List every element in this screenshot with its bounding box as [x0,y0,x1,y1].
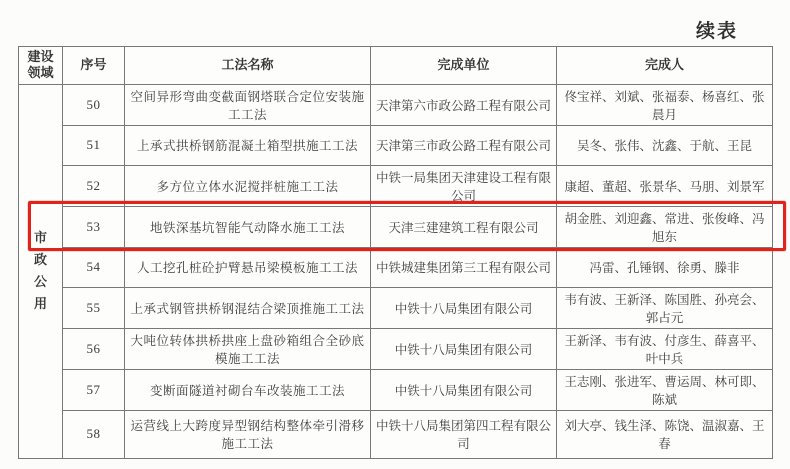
company-cell: 中铁十八局集团有限公司 [371,328,557,369]
method-name-cell: 上承式钢管拱桥钢混结合梁顶推施工工法 [125,287,371,328]
method-name-cell: 大吨位转体拱桥拱座上盘砂箱组合全砂底模施工工法 [125,328,371,369]
company-cell: 中铁十八局集团第四工程有限公司 [371,410,557,458]
method-name-cell: 变断面隧道衬砌台车改装施工工法 [125,369,371,410]
method-name-cell: 空间异形弯曲变截面钢塔联合定位安装施工工法 [125,84,371,125]
method-name-cell: 人工挖孔桩砼护臂悬吊梁模板施工工法 [125,247,371,287]
header-completers: 完成人 [557,47,773,85]
table-row [19,84,773,125]
methods-table [18,46,773,459]
row-number-cell: 58 [63,410,125,458]
method-name-cell: 多方位立体水泥搅拌桩施工工法 [125,165,371,206]
completers-cell: 胡金胜、刘迎鑫、常进、张俊峰、冯旭东 [557,206,773,247]
method-name-cell: 运营线上大跨度异型钢结构整体牵引滑移施工工法 [125,410,371,458]
company-cell: 中铁十八局集团有限公司 [371,369,557,410]
row-number-cell: 55 [63,287,125,328]
row-number-cell: 57 [63,369,125,410]
table-row [19,165,773,206]
table-row [19,328,773,369]
company-cell: 天津三建建筑工程有限公司 [371,206,557,247]
completers-cell: 韦有波、王新泽、陈国胜、孙亮会、郭占元 [557,287,773,328]
continued-table-label: 续表 [695,21,738,42]
method-name-cell: 地铁深基坑智能气动降水施工工法 [125,206,371,247]
table-row [19,287,773,328]
method-name-cell: 上承式拱桥钢筋混凝土箱型拱施工工法 [125,125,371,165]
completers-cell: 王新泽、韦有波、付彦生、薛喜平、叶中兵 [557,328,773,369]
row-number-cell: 52 [63,165,125,206]
table-row [19,410,773,458]
company-cell: 天津第三市政公路工程有限公司 [371,125,557,165]
row-number-cell: 56 [63,328,125,369]
company-cell: 中铁一局集团天津建设工程有限公司 [371,165,557,206]
row-number-cell: 50 [63,84,125,125]
table-row [19,125,773,165]
completers-cell: 王志刚、张进军、曹运周、林可即、陈斌 [557,369,773,410]
company-cell: 天津第六市政公路工程有限公司 [371,84,557,125]
completers-cell: 佟宝祥、刘斌、张福泰、杨喜红、张晨月 [557,84,773,125]
completers-cell: 冯雷、孔锤钢、徐勇、滕非 [557,247,773,287]
row-number-cell: 51 [63,125,125,165]
table-header-row [19,47,773,85]
header-company: 完成单位 [371,47,557,85]
table-body [19,84,773,458]
table-row [19,206,773,247]
table-row [19,369,773,410]
table-row [19,247,773,287]
company-cell: 中铁城建集团第三工程有限公司 [371,247,557,287]
completers-cell: 康超、董超、张景华、马朋、刘景军 [557,165,773,206]
row-number-cell: 54 [63,247,125,287]
header-method: 工法名称 [125,47,371,85]
field-group-cell: 市 政 公 用 [19,84,63,458]
row-number-cell: 53 [63,206,125,247]
header-serial: 序号 [63,47,125,85]
completers-cell: 吴冬、张伟、沈鑫、于航、王昆 [557,125,773,165]
header-field: 建设领域 [19,47,63,85]
completers-cell: 刘大亭、钱生泽、陈饶、温淑嘉、王春 [557,410,773,458]
company-cell: 中铁十八局集团有限公司 [371,287,557,328]
